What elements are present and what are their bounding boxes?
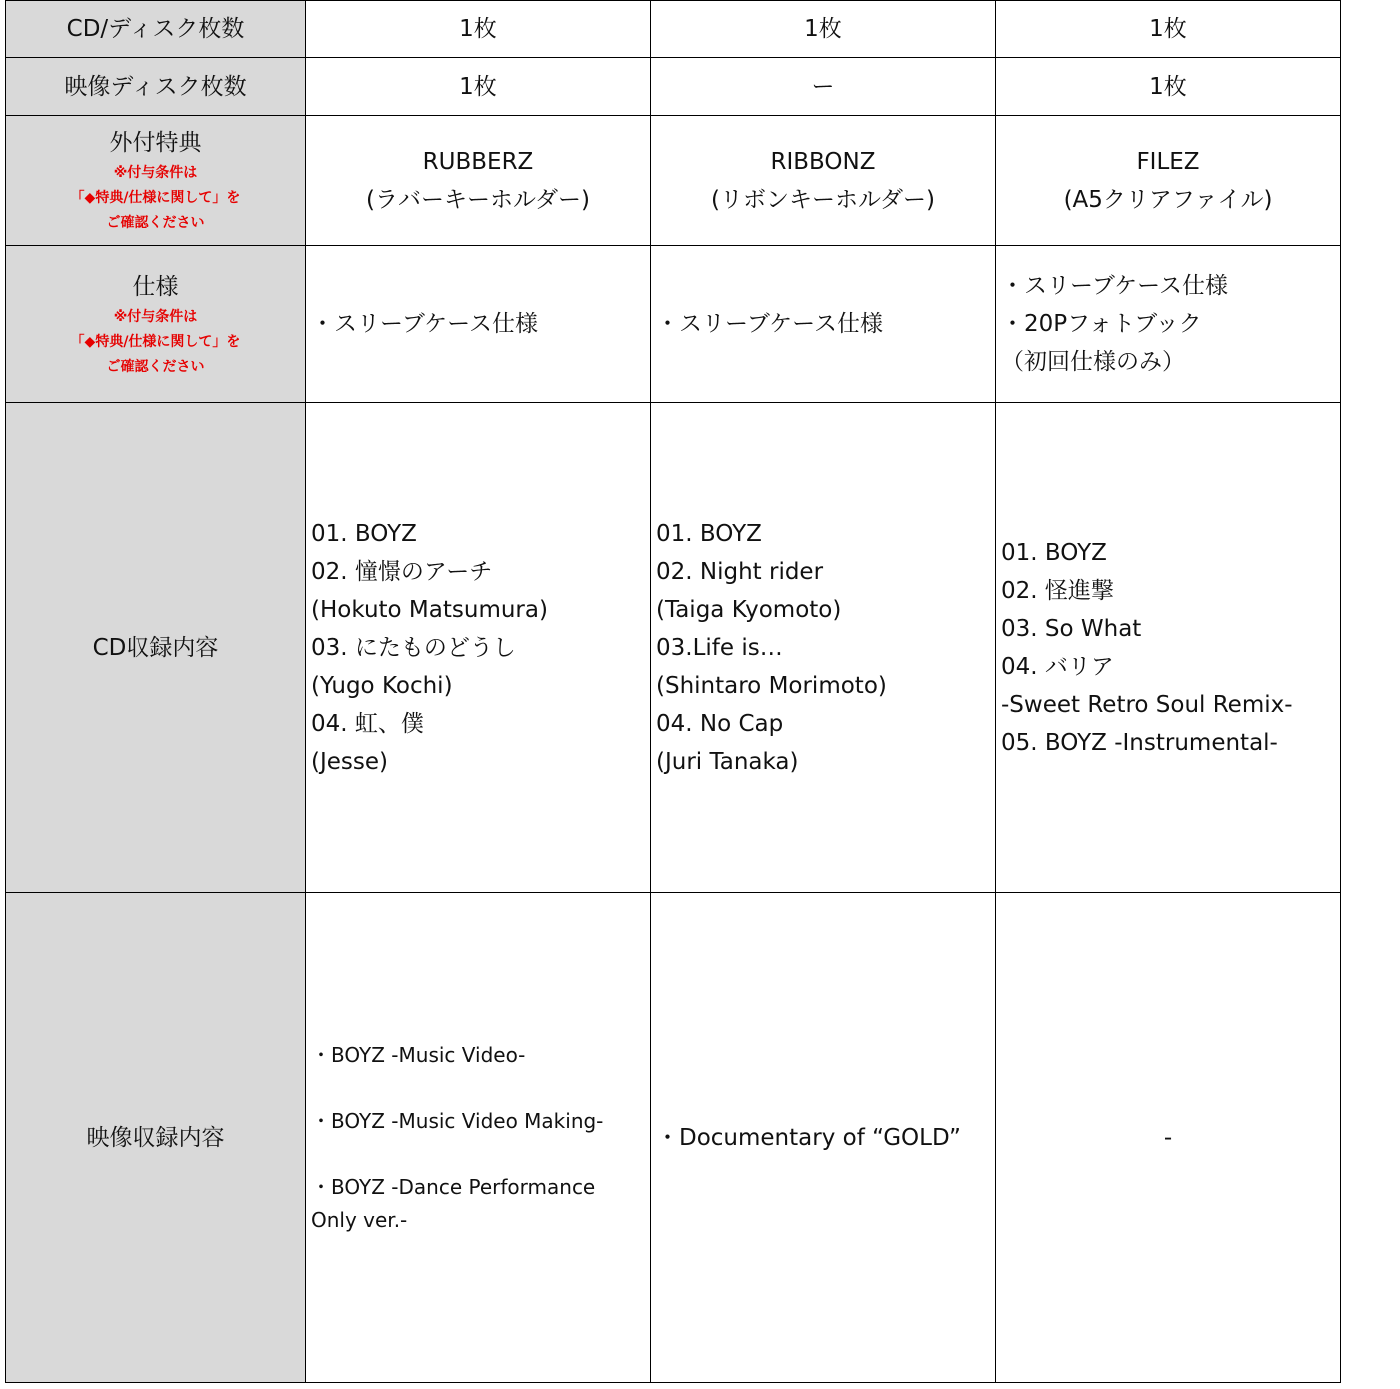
track-line: 01. BOYZ [656,520,762,547]
track-line: (Shintaro Morimoto) [656,672,887,699]
track-line: 04. バリア [1001,653,1114,680]
row-label-cd-discs: CD/ディスク枚数 [6,1,306,58]
bonus-cell-2 [651,116,996,246]
track-line: 03. にたものどうし [311,634,516,661]
bonus-label: 外付特典 [109,130,202,156]
track-line: -Sweet Retro Soul Remix- [1001,691,1293,718]
bonus-note-1: ※付与条件は [113,165,198,181]
product-comparison-table [5,0,1341,1383]
row-label-bonus [6,116,306,246]
video-discs-value-2: ー [651,58,996,116]
bonus-note-2: 「◆特典/仕様に関して」を [70,190,241,206]
video-item: ・BOYZ -Music Video Making- [311,1108,604,1133]
row-spec [6,246,1341,403]
row-cd-discs [6,1,1341,58]
row-bonus [6,116,1341,246]
spec-note-1: ※付与条件は [113,308,198,325]
spec-cell-3 [996,246,1341,403]
video-contents-cell-2 [651,893,996,1383]
track-line: (Hokuto Matsumura) [311,596,548,623]
spec-item: ・スリーブケース仕様 [311,311,539,337]
row-label-video-contents: 映像収録内容 [6,893,306,1383]
bonus-note-3: ご確認ください [106,215,205,231]
track-line: 02. 怪進撃 [1001,577,1114,604]
spec-item: （初回仕様のみ） [1001,349,1185,375]
row-cd-contents [6,403,1341,893]
bonus-item-desc: (リボンキーホルダー) [710,186,936,213]
row-label-video-discs: 映像ディスク枚数 [6,58,306,116]
bonus-item-name: FILEZ [1136,148,1200,175]
bonus-item-name: RIBBONZ [770,148,876,175]
cd-contents-cell-3 [996,403,1341,893]
video-item: - [1163,1124,1173,1151]
bonus-item-desc: (ラバーキーホルダー) [365,186,591,213]
bonus-cell-3 [996,116,1341,246]
track-line: 05. BOYZ -Instrumental- [1001,729,1278,756]
spec-note-2: 「◆特典/仕様に関して」を [70,333,241,350]
row-video-contents [6,893,1341,1383]
cd-discs-value-2: 1枚 [651,1,996,58]
track-line: 02. Night rider [656,558,824,585]
video-contents-cell-1 [306,893,651,1383]
track-line: (Juri Tanaka) [656,748,799,775]
spec-item: ・スリーブケース仕様 [656,311,884,337]
spec-item: ・20Pフォトブック [1001,311,1202,337]
spec-item: ・スリーブケース仕様 [1001,273,1229,299]
track-line: 01. BOYZ [311,520,417,547]
video-item: ・Documentary of “GOLD” [656,1124,961,1151]
row-label-spec [6,246,306,403]
row-video-discs [6,58,1341,116]
video-discs-value-1: 1枚 [306,58,651,116]
track-line: (Jesse) [311,748,388,775]
bonus-item-desc: (A5クリアファイル) [1063,186,1273,213]
video-item: ・BOYZ -Dance Performance [311,1174,596,1199]
video-item: ・BOYZ -Music Video- [311,1042,526,1067]
video-discs-value-3: 1枚 [996,58,1341,116]
track-line: 02. 憧憬のアーチ [311,558,493,585]
bonus-item-name: RUBBERZ [422,148,534,175]
track-line: 04. No Cap [656,710,784,737]
track-line: 04. 虹、僕 [311,710,424,737]
cd-contents-cell-1 [306,403,651,893]
video-item: Only ver.- [311,1207,408,1232]
track-line: 03. So What [1001,615,1142,642]
cd-discs-value-1: 1枚 [306,1,651,58]
spec-note-3: ご確認ください [106,358,205,375]
spec-cell-1 [306,246,651,403]
spec-cell-2 [651,246,996,403]
track-line: (Yugo Kochi) [311,672,453,699]
cd-discs-value-3: 1枚 [996,1,1341,58]
track-line: (Taiga Kyomoto) [656,596,842,623]
bonus-cell-1 [306,116,651,246]
video-contents-cell-3 [996,893,1341,1383]
cd-contents-cell-2 [651,403,996,893]
track-line: 03.Life is… [656,634,783,661]
row-label-cd-contents: CD収録内容 [6,403,306,893]
track-line: 01. BOYZ [1001,539,1107,566]
spec-label: 仕様 [132,273,179,300]
